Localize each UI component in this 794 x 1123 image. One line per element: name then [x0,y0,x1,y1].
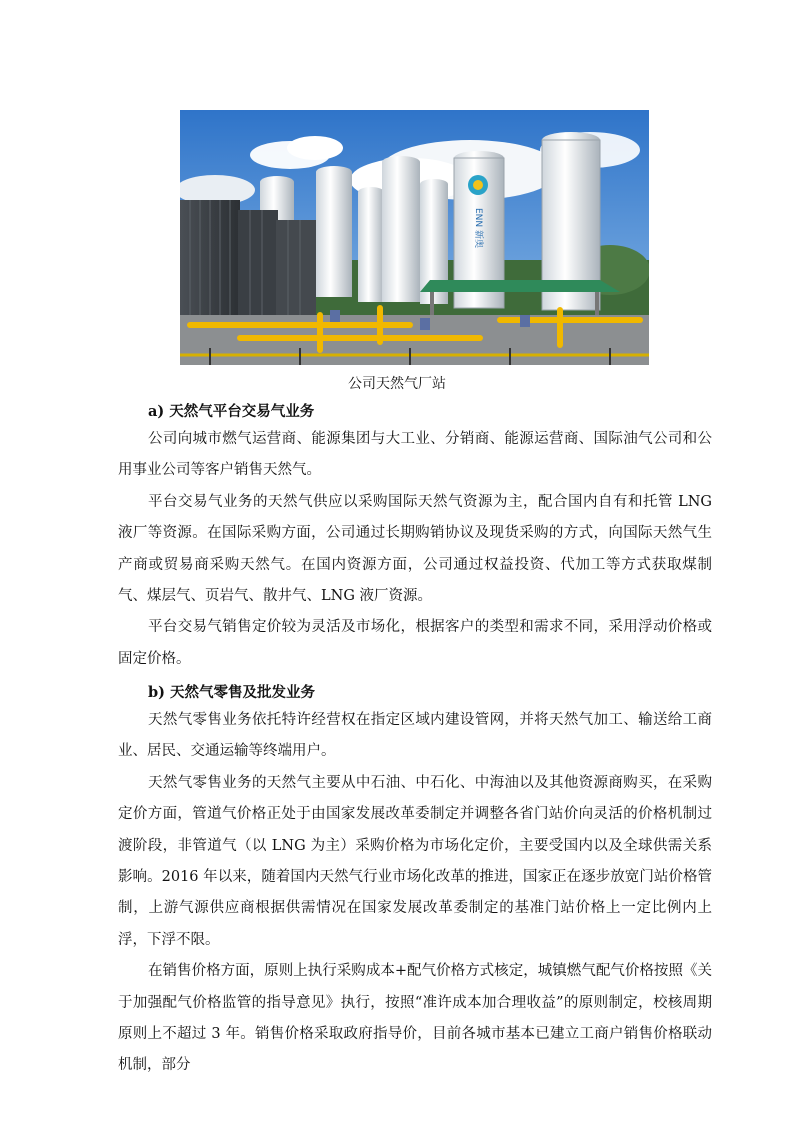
paragraph: 在销售价格方面，原则上执行采购成本+配气价格方式核定，城镇燃气配气价格按照《关于加强配气价格监管的指导意见》执行，按照“准许成本加合理收益”的原则制定，校核周期原则上不超过 3 年。销售价格采取政府指导价，目前各城市基本已建立工商户销售价格联动机制，部分 [118,963,712,1074]
paragraph: 公司向城市燃气运营商、能源集团与大工业、分销商、能源运营商、国际油气公司和公用事业公司等客户销售天然气。 [118,431,712,479]
lng-storage-tanks-illustration [180,110,649,365]
paragraph: 平台交易气销售定价较为灵活及市场化，根据客户的类型和需求不同，采用浮动价格或固定价格。 [118,619,712,667]
photo-caption: 公司天然气厂站 [348,376,446,392]
section-a-heading: a) 天然气平台交易气业务 [148,403,315,420]
section-b-heading: b) 天然气零售及批发业务 [148,684,316,701]
section-a-body [118,424,712,675]
paragraph: 平台交易气业务的天然气供应以采购国际天然气资源为主，配合国内自有和托管 LNG 液厂等资源。在国际采购方面，公司通过长期购销协议及现货采购的方式，向国际天然气生产商或贸易商采购天然气。在国内资源方面，公司通过权益投资、代加工等方式获取煤制气、煤层气、页岩气、散井气、LNG 液厂资源。 [118,493,712,605]
paragraph: 天然气零售业务依托特许经营权在指定区域内建设管网，并将天然气加工、输送给工商业、居民、交通运输等终端用户。 [118,712,712,760]
paragraph: 天然气零售业务的天然气主要从中石油、中石化、中海油以及其他资源商购买，在采购定价方面，管道气价格正处于由国家发展改革委制定并调整各省门站价向灵活的价格机制过渡阶段，非管道气（以 LNG 为主）采购价格为市场化定价，主要受国内以及全球供需关系影响。2016 年以来，随着国内天然气行业市场化改革的推进，国家正在逐步放宽门站价格管制，上游气源供应商根据供需情况在国家发展改革委制定的基准门站价格上一定比例内上浮，下浮不限。 [118,774,712,948]
enn-logo-text: ENN 新奥 [473,208,483,249]
section-b-body [118,705,712,1082]
gas-plant-photo [180,110,649,365]
